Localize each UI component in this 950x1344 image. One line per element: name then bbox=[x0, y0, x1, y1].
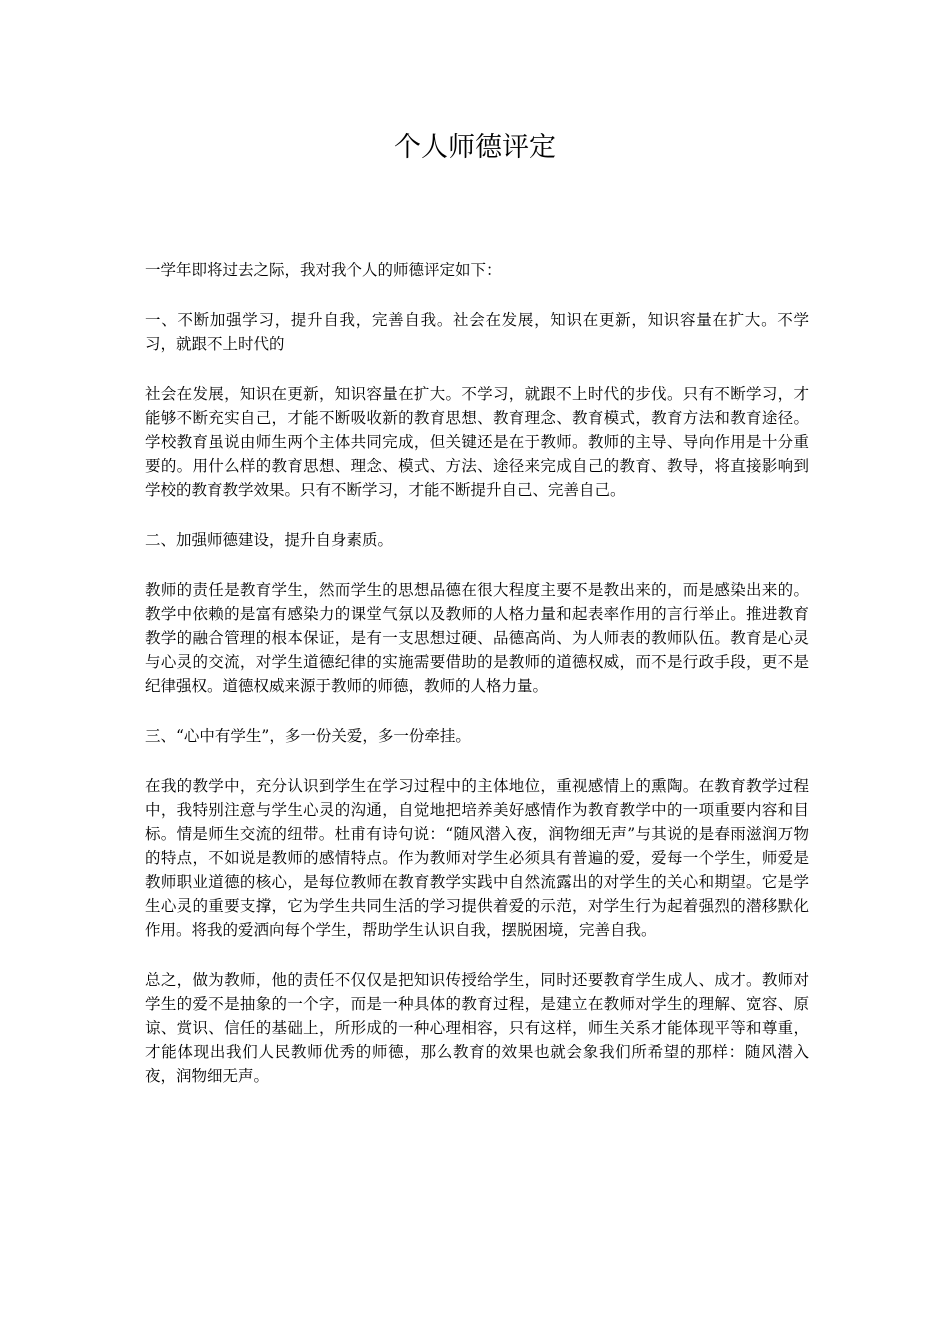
section-heading-2: 二、加强师德建设，提升自身素质。 bbox=[145, 531, 394, 549]
paragraph-3: 在我的教学中，充分认识到学生在学习过程中的主体地位，重视感情上的熏陶。在教育教学过程中，我特别注意与学生心灵的沟通，自觉地把培养美好感情作为教育教学中的一项重要内容和目标。情是师生交流的纽带。杜甫有诗句说：“随风潜入夜，润物细无声”与其说的是春雨滋润万物的特点，不如说是教师的感情特点。作为教师对学生必须具有普遍的爱，爱每一个学生，师爱是教师职业道德的核心，是每位教师在教育教学实践中自然流露出的对学生的关心和期望。它是学生心灵的重要支撑，它为学生共同生活的学习提供着爱的示范，对学生行为起着强烈的潜移默化作用。将我的爱洒向每个学生，帮助学生认识自我，摆脱困境，完善自我。 bbox=[145, 777, 809, 939]
section-heading-1: 一、不断加强学习，提升自我，完善自我。社会在发展，知识在更新，知识容量在扩大。不学习，就跟不上时代的 bbox=[145, 311, 809, 353]
document-title: 个人师德评定 bbox=[394, 132, 556, 163]
paragraph-conclusion: 总之，做为教师，他的责任不仅仅是把知识传授给学生，同时还要教育学生成人、成才。教师对学生的爱不是抽象的一个字，而是一种具体的教育过程，是建立在教师对学生的理解、宽容、原谅、赏识、信任的基础上，所形成的一种心理相容，只有这样，师生关系才能体现平等和尊重，才能体现出我们人民教师优秀的师德，那么教育的效果也就会象我们所希望的那样：随风潜入夜，润物细无声。 bbox=[145, 971, 809, 1085]
document-body bbox=[145, 258, 809, 1114]
paragraph-1: 社会在发展，知识在更新，知识容量在扩大。不学习，就跟不上时代的步伐。只有不断学习，才能够不断充实自己，才能不断吸收新的教育思想、教育理念、教育模式，教育方法和教育途径。学校教育虽说由师生两个主体共同完成，但关键还是在于教师。教师的主导、导向作用是十分重要的。用什么样的教育思想、理念、模式、方法、途径来完成自己的教育、教导，将直接影响到学校的教育教学效果。只有不断学习，才能不断提升自己、完善自己。 bbox=[145, 385, 809, 499]
paragraph-intro: 一学年即将过去之际，我对我个人的师德评定如下： bbox=[145, 261, 502, 279]
paragraph-2: 教师的责任是教育学生，然而学生的思想品德在很大程度主要不是教出来的，而是感染出来的。教学中依赖的是富有感染力的课堂气氛以及教师的人格力量和起表率作用的言行举止。推进教育教学的融合管理的根本保证，是有一支思想过硬、品德高尚、为人师表的教师队伍。教育是心灵与心灵的交流，对学生道德纪律的实施需要借助的是教师的道德权威，而不是行政手段，更不是纪律强权。道德权威来源于教师的师德，教师的人格力量。 bbox=[145, 581, 809, 695]
section-heading-3: 三、“心中有学生”，多一份关爱，多一份牵挂。 bbox=[145, 727, 471, 745]
